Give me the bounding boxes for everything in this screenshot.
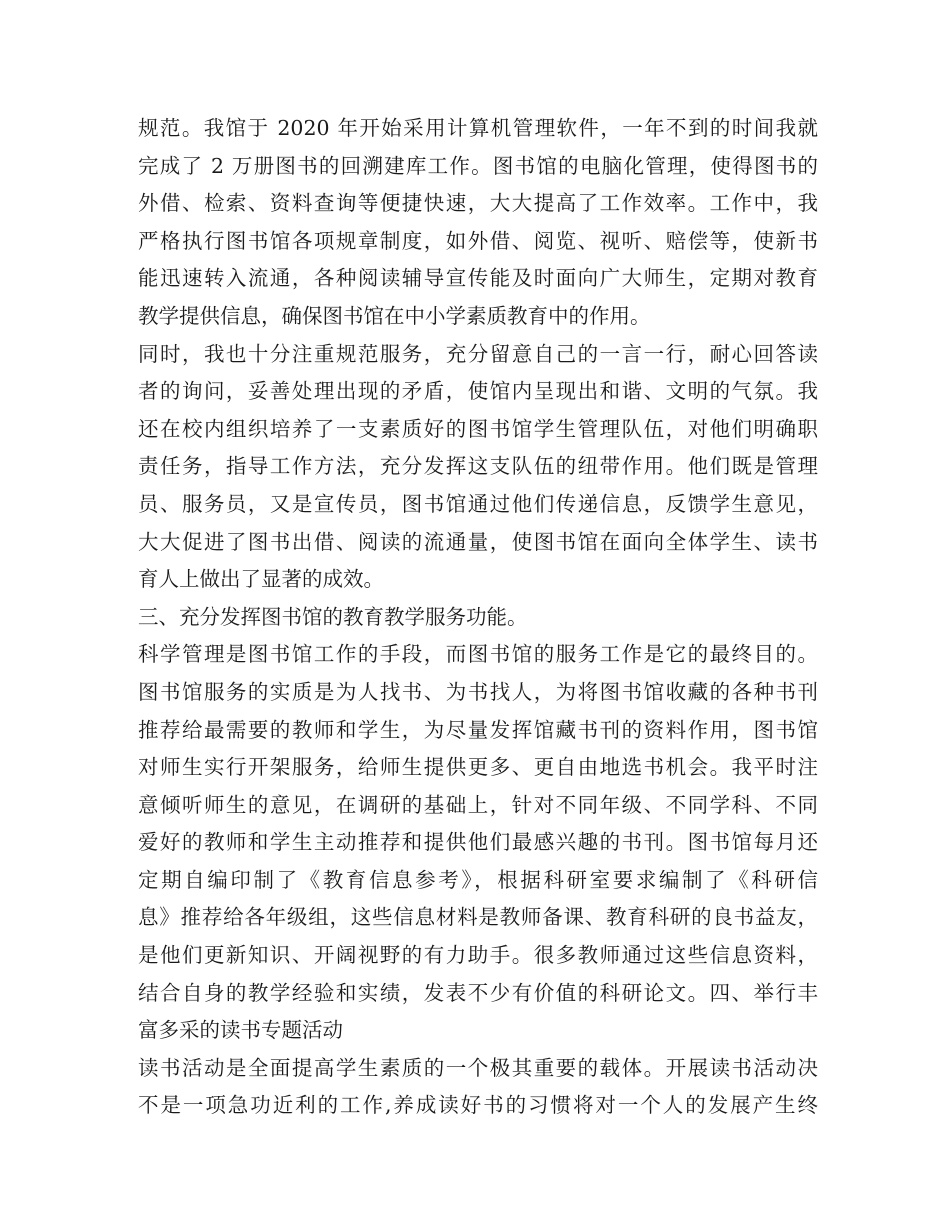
text-line: 结合自身的教学经验和实绩，发表不少有价值的科研论文。四、举行丰 [138, 980, 818, 1005]
text-line: 是他们更新知识、开阔视野的有力助手。很多教师通过这些信息资料， [138, 943, 818, 968]
text-line: 同时，我也十分注重规范服务，充分留意自己的一言一行，耐心回答读 [138, 341, 818, 366]
section-heading: 三、充分发挥图书馆的教育教学服务功能。 [138, 604, 528, 629]
text-line: 图书馆服务的实质是为人找书、为书找人，为将图书馆收藏的各种书刊 [138, 679, 818, 704]
text-line: 大大促进了图书出借、阅读的流通量，使图书馆在面向全体学生、读书 [138, 529, 818, 554]
text-line: 育人上做出了显著的成效。 [138, 567, 384, 592]
text-line: 责任务，指导工作方法，充分发挥这支队伍的纽带作用。他们既是管理 [138, 454, 818, 479]
text-line: 对师生实行开架服务，给师生提供更多、更自由地选书机会。我平时注 [138, 755, 818, 780]
text-line: 推荐给最需要的教师和学生，为尽量发挥馆藏书刊的资料作用，图书馆 [138, 717, 818, 742]
text-line: 意倾听师生的意见，在调研的基础上，针对不同年级、不同学科、不同 [138, 792, 818, 817]
text-line: 严格执行图书馆各项规章制度，如外借、阅览、视听、赔偿等，使新书 [138, 228, 818, 253]
text-line: 定期自编印制了《教育信息参考》，根据科研室要求编制了《科研信 [138, 867, 818, 892]
text-line: 息》推荐给各年级组，这些信息材料是教师备课、教育科研的良书益友， [138, 905, 818, 930]
text-line: 外借、检索、资料查询等便捷快速，大大提高了工作效率。工作中，我 [138, 191, 818, 216]
text-line: 不是一项急功近利的工作,养成读好书的习惯将对一个人的发展产生终 [138, 1093, 818, 1118]
text-line: 者的询问，妥善处理出现的矛盾，使馆内呈现出和谐、文明的气氛。我 [138, 379, 818, 404]
text-line: 完成了 2 万册图书的回溯建库工作。图书馆的电脑化管理，使得图书的 [138, 153, 818, 178]
text-line: 能迅速转入流通，各种阅读辅导宣传能及时面向广大师生，定期对教育 [138, 266, 818, 291]
text-line: 爱好的教师和学生主动推荐和提供他们最感兴趣的书刊。图书馆每月还 [138, 830, 818, 855]
text-line: 读书活动是全面提高学生素质的一个极其重要的载体。开展读书活动决 [138, 1055, 818, 1080]
text-line: 还在校内组织培养了一支素质好的图书馆学生管理队伍，对他们明确职 [138, 416, 818, 441]
text-line: 富多采的读书专题活动 [138, 1018, 343, 1043]
body-text [138, 110, 818, 1125]
text-line: 规范。我馆于 2020 年开始采用计算机管理软件，一年不到的时间我就 [138, 116, 818, 140]
text-line: 教学提供信息，确保图书馆在中小学素质教育中的作用。 [138, 303, 651, 328]
text-line: 员、服务员，又是宣传员，图书馆通过他们传递信息，反馈学生意见， [138, 491, 818, 516]
text-line: 科学管理是图书馆工作的手段，而图书馆的服务工作是它的最终目的。 [138, 642, 818, 667]
